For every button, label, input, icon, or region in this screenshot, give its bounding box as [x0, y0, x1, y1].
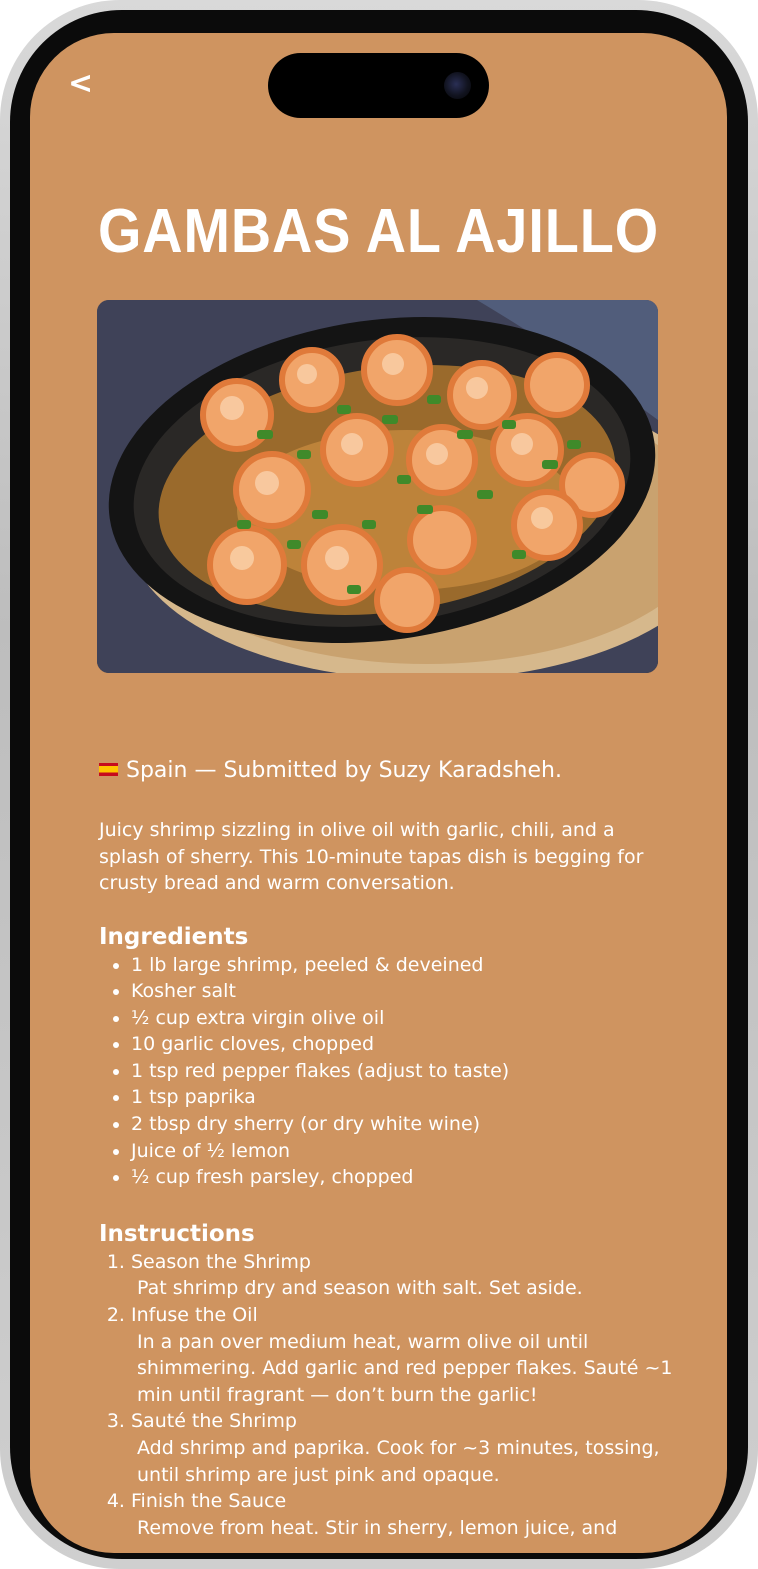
camera-icon — [444, 72, 471, 99]
ingredient-item: • ½ cup fresh parsley, chopped — [131, 1164, 679, 1191]
step-title: Finish the Sauce — [131, 1490, 287, 1513]
ingredient-item: • Kosher salt — [131, 978, 679, 1005]
ingredient-item: • 10 garlic cloves, chopped — [131, 1031, 679, 1058]
dynamic-island — [268, 53, 489, 118]
recipe-photo — [97, 300, 658, 673]
ingredient-item: • 1 tsp paprika — [131, 1084, 679, 1111]
instruction-step — [131, 1408, 679, 1488]
spain-flag-icon — [99, 763, 118, 776]
shrimp-dish-illustration — [97, 300, 658, 673]
step-title: Sauté the Shrimp — [131, 1410, 297, 1433]
instructions-list — [99, 1249, 679, 1542]
recipe-origin — [99, 755, 679, 787]
back-button[interactable]: < — [68, 66, 94, 101]
instruction-step — [131, 1249, 679, 1302]
instructions-heading: Instructions — [99, 1220, 255, 1247]
ingredient-item: • 1 lb large shrimp, peeled & deveined — [131, 952, 679, 979]
ingredient-item: • 1 tsp red pepper flakes (adjust to taste) — [131, 1058, 679, 1085]
ingredient-item: • ½ cup extra virgin olive oil — [131, 1005, 679, 1032]
step-detail: Add shrimp and paprika. Cook for ~3 minutes, tossing, until shrimp are just pink and opaque. — [137, 1437, 660, 1486]
step-title: Infuse the Oil — [131, 1304, 258, 1327]
recipe-title: GAMBAS AL AJILLO — [97, 197, 660, 266]
recipe-description: Juicy shrimp sizzling in olive oil with garlic, chili, and a splash of sherry. This 10-minute tapas dish is begging for crusty bread and warm conversation. — [99, 819, 644, 894]
instruction-step — [131, 1488, 679, 1541]
step-detail: Pat shrimp dry and season with salt. Set aside. — [137, 1277, 583, 1300]
recipe-content — [99, 755, 679, 1541]
origin-text: Spain — Submitted by Suzy Karadsheh. — [126, 758, 562, 783]
instruction-step — [131, 1302, 679, 1408]
step-detail: Remove from heat. Stir in sherry, lemon juice, and — [137, 1516, 618, 1539]
step-detail: In a pan over medium heat, warm olive oil until shimmering. Add garlic and red pepper flakes. Sauté ~1 min until fragrant — don’t burn the garlic! — [137, 1330, 673, 1406]
ingredients-heading: Ingredients — [99, 923, 249, 950]
ingredient-item: • 2 tbsp dry sherry (or dry white wine) — [131, 1111, 679, 1138]
step-title: Season the Shrimp — [131, 1250, 311, 1273]
ingredient-item: • Juice of ½ lemon — [131, 1138, 679, 1165]
recipe-screen — [30, 33, 727, 1553]
ingredients-list — [99, 952, 679, 1191]
